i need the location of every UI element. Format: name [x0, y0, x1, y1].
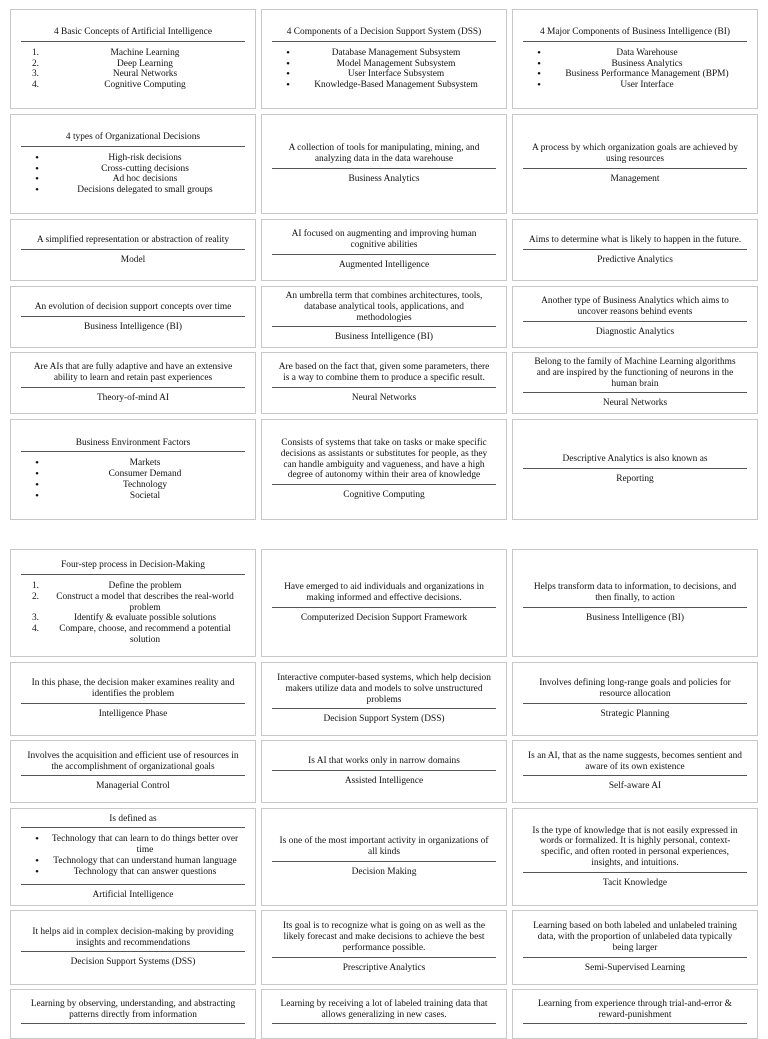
list-item-text: Societal [129, 490, 161, 501]
card-question: Aims to determine what is likely to happen in the future. [523, 235, 747, 250]
list-item-text: Ad hoc decisions [112, 174, 178, 185]
flashcard[interactable] [512, 740, 758, 803]
card-answer: Computerized Decision Support Framework [300, 612, 468, 623]
list-item-text: Machine Learning [110, 47, 180, 58]
flashcard[interactable] [10, 9, 256, 109]
numbered-list [21, 581, 245, 646]
card-answer: Business Intelligence (BI) [84, 321, 182, 332]
card-answer [272, 1024, 496, 1029]
list-item-text: Markets [129, 458, 161, 469]
list-item [21, 491, 245, 502]
list-item [272, 48, 496, 59]
card-answer: Decision Support Systems (DSS) [70, 957, 196, 968]
list-item-text: Consumer Demand [108, 469, 182, 480]
card-question: Consists of systems that take on tasks or make specific decisions as assistants or substitutes for people, as they can handle ambiguity and vagueness, and have a high degree of autonomy within their area of knowledge [272, 438, 496, 485]
list-number: 2. [31, 58, 39, 69]
card-answer: Strategic Planning [600, 708, 670, 719]
bullet-icon: • [286, 46, 290, 59]
bullet-icon: • [35, 468, 39, 481]
list-item-text: Cognitive Computing [104, 80, 186, 91]
flashcard[interactable] [10, 808, 256, 906]
list-item [21, 856, 245, 867]
card-question: Its goal is to recognize what is going on as well as the likely forecast and make decisions to achieve the best performance possible. [272, 921, 496, 957]
card-answer: Neural Networks [602, 398, 668, 409]
bullet-icon: • [35, 151, 39, 164]
list-item-text: User Interface Subsystem [347, 69, 445, 80]
card-answer [523, 1024, 747, 1029]
flashcard[interactable] [512, 549, 758, 657]
card-question: Are based on the fact that, given some parameters, there is a way to combine them to produce a specific result. [272, 362, 496, 388]
list-number: 1. [31, 581, 39, 591]
bullet-icon: • [35, 855, 39, 867]
bullet-icon: • [35, 865, 39, 878]
bullet-icon: • [35, 478, 39, 491]
card-title: 4 Major Components of Business Intelligence (BI) [523, 27, 747, 42]
flashcard[interactable] [261, 9, 507, 109]
flashcard[interactable] [512, 419, 758, 520]
flashcard[interactable] [261, 219, 507, 281]
card-answer: Model [120, 254, 146, 265]
list-item-text: Business Analytics [611, 58, 683, 69]
list-number: 3. [31, 613, 39, 624]
list-item-text: Database Management Subsystem [331, 47, 461, 58]
flashcard[interactable] [261, 910, 507, 985]
flashcard[interactable] [261, 352, 507, 414]
list-item-text: User Interface [620, 80, 674, 91]
flashcard[interactable] [512, 808, 758, 906]
list-item [21, 48, 245, 59]
card-answer: Neural Networks [351, 392, 417, 403]
flashcard[interactable] [10, 549, 256, 657]
list-item-text: Business Performance Management (BPM) [565, 69, 729, 80]
list-item-text: Technology that can learn to do things better over time [51, 834, 239, 856]
card-question: Involves defining long-range goals and policies for resource allocation [523, 678, 747, 704]
list-item [21, 185, 245, 196]
card-answer: Intelligence Phase [98, 708, 168, 719]
list-item-text: Technology [122, 479, 168, 490]
list-item [523, 69, 747, 80]
flashcard[interactable] [10, 419, 256, 520]
flashcard[interactable] [261, 549, 507, 657]
bullet-icon: • [537, 57, 541, 70]
card-question: Interactive computer-based systems, which help decision makers utilize data and models to solve unstructured problems [272, 673, 496, 709]
list-item [21, 69, 245, 80]
list-item [21, 613, 245, 624]
list-number: 4. [31, 80, 39, 91]
list-item-text: Define the problem [108, 581, 182, 591]
list-item [523, 80, 747, 91]
card-question: Are AIs that are fully adaptive and have an extensive ability to learn and retain past experiences [21, 362, 245, 388]
card-question: Learning based on both labeled and unlabeled training data, with the proportion of unlabeled data typically being larger [523, 921, 747, 957]
card-question: In this phase, the decision maker examines reality and identifies the problem [21, 678, 245, 704]
flashcard[interactable] [512, 114, 758, 214]
list-item [523, 59, 747, 70]
flashcard[interactable] [261, 286, 507, 348]
list-item-text: Cross-cutting decisions [101, 163, 189, 174]
bullet-list [523, 48, 747, 91]
card-question: A collection of tools for manipulating, mining, and analyzing data in the data warehouse [272, 143, 496, 169]
list-item-text: Identify & evaluate possible solutions [73, 613, 217, 624]
card-question: A simplified representation or abstraction of reality [21, 235, 245, 250]
list-item [21, 867, 245, 878]
card-answer: Prescriptive Analytics [342, 962, 426, 973]
flashcard[interactable] [10, 662, 256, 736]
list-item [272, 59, 496, 70]
card-answer: Business Analytics [348, 173, 420, 184]
bullet-icon: • [35, 162, 39, 175]
card-answer: Business Intelligence (BI) [335, 332, 433, 343]
card-question: An evolution of decision support concepts over time [21, 302, 245, 317]
card-question: It helps aid in complex decision-making by providing insights and recommendations [21, 927, 245, 953]
bullet-icon: • [286, 57, 290, 70]
card-question: Another type of Business Analytics which aims to uncover reasons behind events [523, 296, 747, 322]
card-question: Is an AI, that as the name suggests, becomes sentient and aware of its own existence [523, 751, 747, 777]
card-answer: Decision Support System (DSS) [323, 714, 445, 725]
list-number: 4. [31, 624, 39, 635]
card-question: Learning by observing, understanding, and abstracting patterns directly from information [21, 999, 245, 1025]
list-item [272, 69, 496, 80]
flashcard[interactable] [261, 419, 507, 520]
list-item [21, 480, 245, 491]
flashcard[interactable] [261, 989, 507, 1039]
list-item-text: Neural Networks [112, 69, 178, 80]
list-item [21, 80, 245, 91]
card-question: Helps transform data to information, to decisions, and then finally, to action [523, 582, 747, 608]
list-number: 2. [31, 591, 39, 602]
card-answer: Predictive Analytics [597, 254, 673, 265]
card-answer: Cognitive Computing [343, 490, 425, 501]
flashcard[interactable] [10, 286, 256, 348]
card-answer: Artificial Intelligence [92, 889, 174, 900]
bullet-list [21, 458, 245, 501]
card-answer: Diagnostic Analytics [595, 326, 675, 337]
card-answer: Semi-Supervised Learning [584, 962, 686, 973]
list-item [21, 174, 245, 185]
list-item [21, 581, 245, 592]
flashcard[interactable] [512, 9, 758, 109]
bullet-icon: • [35, 489, 39, 502]
flashcard[interactable] [10, 352, 256, 414]
list-number: 1. [31, 47, 39, 58]
list-item [21, 592, 245, 614]
card-title: Is defined as [21, 814, 245, 829]
list-item [21, 469, 245, 480]
flashcard[interactable] [512, 286, 758, 348]
card-answer: Business Intelligence (BI) [586, 612, 684, 623]
bullet-icon: • [35, 457, 39, 470]
flashcard[interactable] [261, 808, 507, 906]
list-item-text: High-risk decisions [108, 152, 182, 163]
flashcard[interactable] [512, 910, 758, 985]
list-item-text: Deep Learning [117, 58, 173, 69]
list-item-text: Knowledge-Based Management Subsystem [314, 80, 478, 91]
card-question: Is AI that works only in narrow domains [272, 756, 496, 771]
card-answer: Self-aware AI [608, 781, 662, 792]
card-question: Is the type of knowledge that is not easily expressed in words or formalized. It is highly personal, context-specific, and often rooted in personal experiences, insights, and intuitions. [523, 826, 747, 873]
card-question: AI focused on augmenting and improving human cognitive abilities [272, 229, 496, 255]
card-question: Belong to the family of Machine Learning algorithms and are inspired by the functioning of neurons in the human brain [523, 357, 747, 393]
card-question: Have emerged to aid individuals and organizations in making informed and effective decisions. [272, 582, 496, 608]
flashcard[interactable] [512, 989, 758, 1039]
card-title: 4 Basic Concepts of Artificial Intelligence [21, 27, 245, 42]
card-title: 4 Components of a Decision Support System (DSS) [272, 27, 496, 42]
flashcard[interactable] [10, 740, 256, 803]
flashcard[interactable] [512, 219, 758, 281]
card-question: An umbrella term that combines architectures, tools, database analytical tools, applications, and methodologies [272, 291, 496, 327]
card-answer: Managerial Control [96, 781, 170, 792]
card-question: Is one of the most important activity in organizations of all kinds [272, 836, 496, 862]
card-question: Descriptive Analytics is also known as [523, 454, 747, 469]
card-question: A process by which organization goals are achieved by using resources [523, 143, 747, 169]
card-answer: Tacit Knowledge [602, 877, 668, 888]
bullet-icon: • [35, 173, 39, 186]
card-title: Four-step process in Decision-Making [21, 560, 245, 575]
flashcard[interactable] [261, 114, 507, 214]
list-item [523, 48, 747, 59]
card-answer: Decision Making [351, 866, 417, 877]
card-question: Learning from experience through trial-and-error & reward-punishment [523, 999, 747, 1025]
card-question: Learning by receiving a lot of labeled training data that allows generalizing in new cases. [272, 999, 496, 1025]
bullet-icon: • [537, 46, 541, 59]
bullet-icon: • [35, 184, 39, 197]
list-item-text: Technology that can answer questions [73, 866, 217, 877]
bullet-list [21, 153, 245, 196]
flashcard[interactable] [261, 662, 507, 736]
list-item [21, 59, 245, 70]
card-answer: Theory-of-mind AI [96, 392, 170, 403]
list-item-text: Technology that can understand human language [53, 856, 237, 866]
card-answer: Reporting [616, 474, 654, 484]
card-question: Involves the acquisition and efficient use of resources in the accomplishment of organizational goals [21, 751, 245, 777]
list-item-text: Data Warehouse [616, 47, 678, 58]
card-answer: Management [610, 173, 660, 184]
bullet-icon: • [35, 833, 39, 846]
flashcard[interactable] [10, 219, 256, 281]
flashcard[interactable] [512, 662, 758, 736]
list-item [21, 153, 245, 164]
list-item [21, 624, 245, 646]
list-item-text: Construct a model that describes the real-world problem [56, 591, 234, 613]
numbered-list [21, 48, 245, 91]
bullet-icon: • [286, 79, 290, 92]
card-answer: Augmented Intelligence [338, 259, 430, 270]
list-item-text: Decisions delegated to small groups [77, 185, 213, 196]
bullet-icon: • [537, 68, 541, 81]
list-item [21, 834, 245, 856]
list-item-text: Compare, choose, and recommend a potential solution [59, 624, 231, 645]
flashcard[interactable] [261, 740, 507, 803]
card-answer: Assisted Intelligence [344, 776, 424, 786]
flashcard[interactable] [10, 114, 256, 214]
list-number: 3. [31, 69, 39, 80]
flashcard[interactable] [512, 352, 758, 414]
flashcard[interactable] [10, 910, 256, 985]
list-item [272, 80, 496, 91]
list-item-text: Model Management Subsystem [336, 58, 456, 69]
flashcard[interactable] [10, 989, 256, 1039]
card-title: Business Environment Factors [21, 438, 245, 453]
list-item [21, 164, 245, 175]
card-answer [21, 1024, 245, 1029]
bullet-icon: • [286, 68, 290, 81]
bullet-icon: • [537, 79, 541, 92]
bullet-list [272, 48, 496, 91]
list-item [21, 458, 245, 469]
card-title: 4 types of Organizational Decisions [21, 132, 245, 147]
bullet-list [21, 834, 245, 877]
